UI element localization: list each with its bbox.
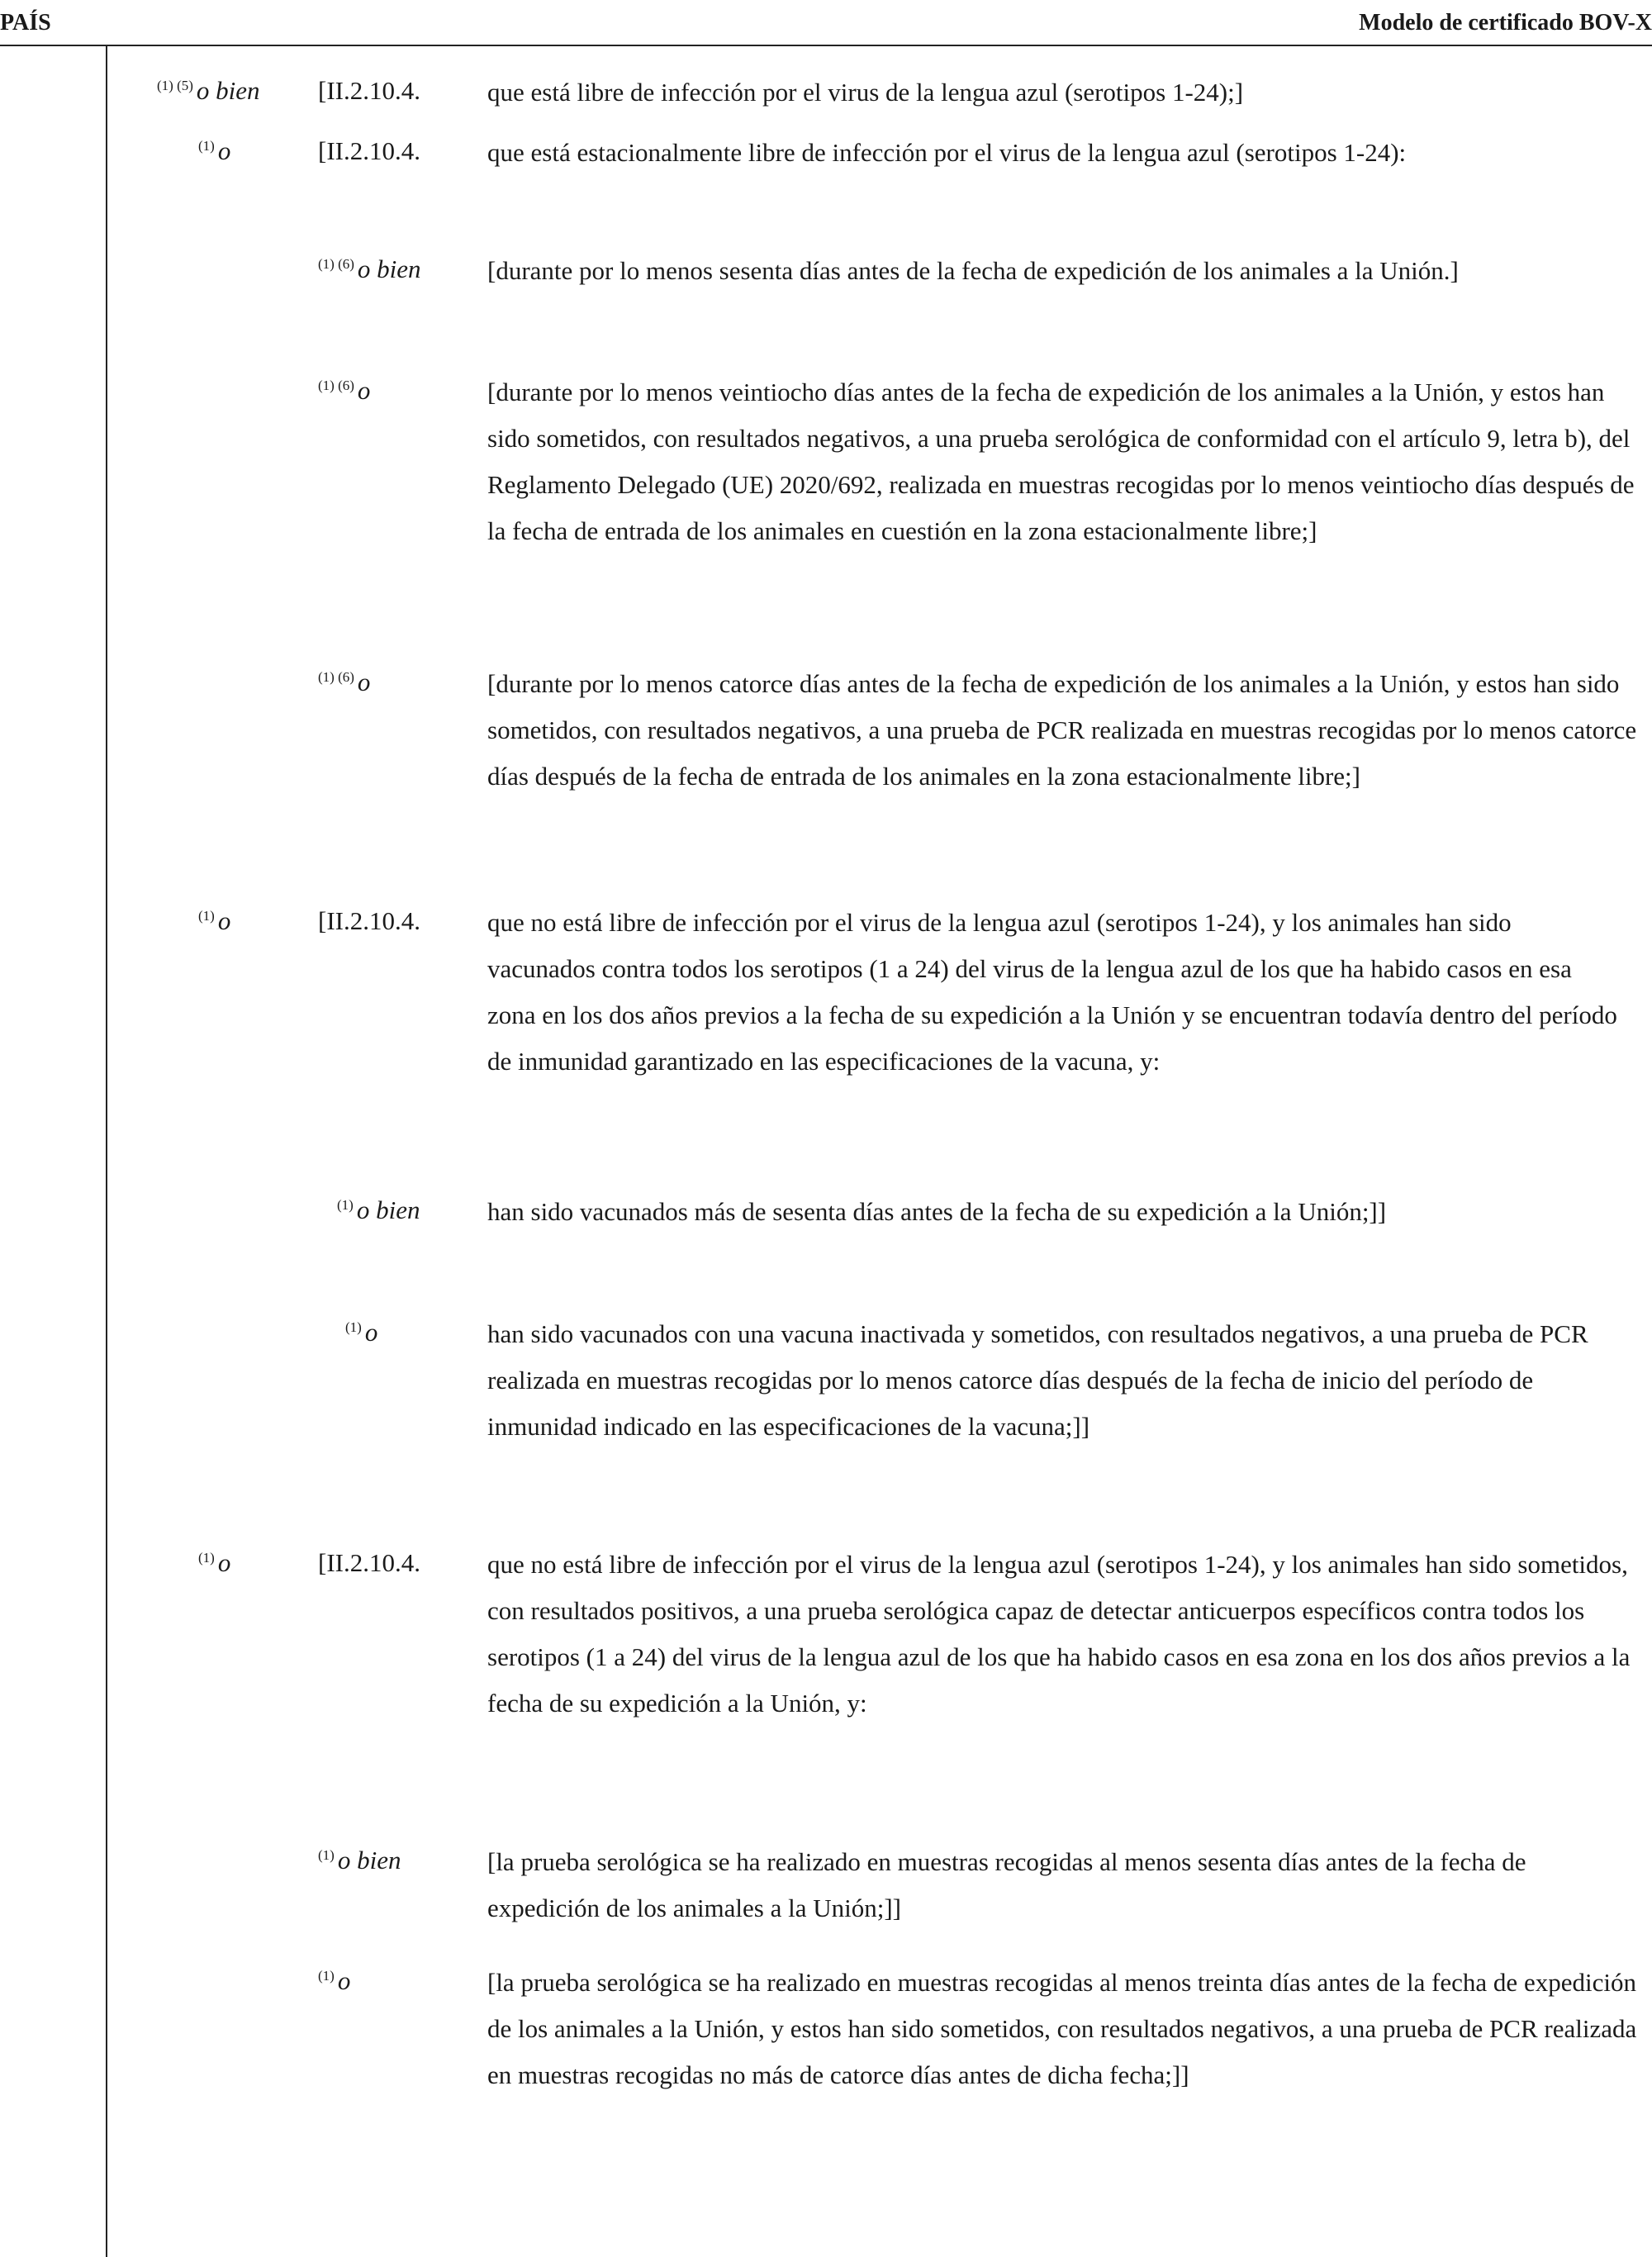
header-certificate-model: Modelo de certificado BOV-X xyxy=(1359,10,1652,36)
clause-text: [durante por lo menos catorce días antes de la fecha de expedición de los animales a la Unión, y estos han sido sometidos, con resultados negativos, a una prueba de PCR realizada en muestras recogidas por lo menos catorce días después de la fecha de entrada de los animales en la zona estacionalmente libre;] xyxy=(487,669,1637,791)
clause-text: [la prueba serológica se ha realizado en muestras recogidas al menos treinta días antes de la fecha de expedición de los animales a la Unión, y estos han sido sometidos, con resultados negativos, a una prueba de PCR realizada en muestras recogidas no más de catorce días antes de dicha fecha;]] xyxy=(487,1968,1637,2089)
clause-reference: [II.2.10.4. xyxy=(318,1548,420,1577)
header-rule xyxy=(0,45,1652,46)
option-marker: $^{(1)}$ o xyxy=(318,1966,351,1995)
clause-text: que está libre de infección por el virus de la lengua azul (serotipos 1-24);] xyxy=(487,78,1244,107)
clause-text: que no está libre de infección por el virus de la lengua azul (serotipos 1-24), y los animales han sido sometidos, con resultados positivos, a una prueba serológica capaz de detectar anticuerpos específicos contra todos los serotipos (1 a 24) del virus de la lengua azul de los que ha habido casos en esa zona en los dos años previos a la fecha de su expedición a la Unión, y: xyxy=(487,1550,1631,1718)
clause-text: han sido vacunados con una vacuna inactivada y sometidos, con resultados negativos, a una prueba de PCR realizada en muestras recogidas por lo menos catorce días después de la fecha de inicio del período de inmunidad indicado en las especificaciones de la vacuna;]] xyxy=(487,1319,1588,1441)
clause-text: [durante por lo menos veintiocho días antes de la fecha de expedición de los animales a la Unión, y estos han sido sometidos, con resultados negativos, a una prueba serológica de conformidad con el artículo 9, letra b), del Reglamento Delegado (UE) 2020/692, realizada en muestras recogidas por lo menos veintiocho días después de la fecha de entrada de los animales en cuestión en la zona estacionalmente libre;] xyxy=(487,378,1635,545)
option-marker: $^{(1)}$ o bien xyxy=(337,1195,420,1224)
clause-text: [durante por lo menos sesenta días antes de la fecha de expedición de los animales a la Unión.] xyxy=(487,256,1459,285)
option-marker: $^{(1)}$ o xyxy=(198,136,231,165)
clause-reference: [II.2.10.4. xyxy=(318,136,420,165)
clause-text: que está estacionalmente libre de infección por el virus de la lengua azul (serotipos 1-24): xyxy=(487,138,1407,167)
clause-text: [la prueba serológica se ha realizado en muestras recogidas al menos sesenta días antes de la fecha de expedición de los animales a la Unión;]] xyxy=(487,1847,1526,1922)
clause-reference: [II.2.10.4. xyxy=(318,906,420,935)
clause-text: que no está libre de infección por el virus de la lengua azul (serotipos 1-24), y los animales han sido vacunados contra todos los serotipos (1 a 24) del virus de la lengua azul de los que ha habido casos en esa zona en los dos años previos a la fecha de su expedición a la Unión y se encuentran todavía dentro del período de inmunidad garantizado en las especificaciones de la vacuna, y: xyxy=(487,908,1617,1076)
option-marker: $^{(1)}$ o xyxy=(198,906,231,935)
option-marker: $^{(1) (5)}$ o bien xyxy=(157,76,260,105)
clause-reference: [II.2.10.4. xyxy=(318,76,420,105)
left-margin-line xyxy=(106,45,107,2257)
option-marker: $^{(1) (6)}$ o bien xyxy=(318,254,421,283)
option-marker: $^{(1)}$ o xyxy=(198,1548,231,1577)
option-marker: $^{(1)}$ o xyxy=(345,1318,378,1347)
header-country: PAÍS xyxy=(0,10,51,36)
clause-text: han sido vacunados más de sesenta días antes de la fecha de su expedición a la Unión;]] xyxy=(487,1197,1387,1226)
option-marker: $^{(1)}$ o bien xyxy=(318,1846,401,1874)
option-marker: $^{(1) (6)}$ o xyxy=(318,668,371,696)
option-marker: $^{(1) (6)}$ o xyxy=(318,376,371,405)
